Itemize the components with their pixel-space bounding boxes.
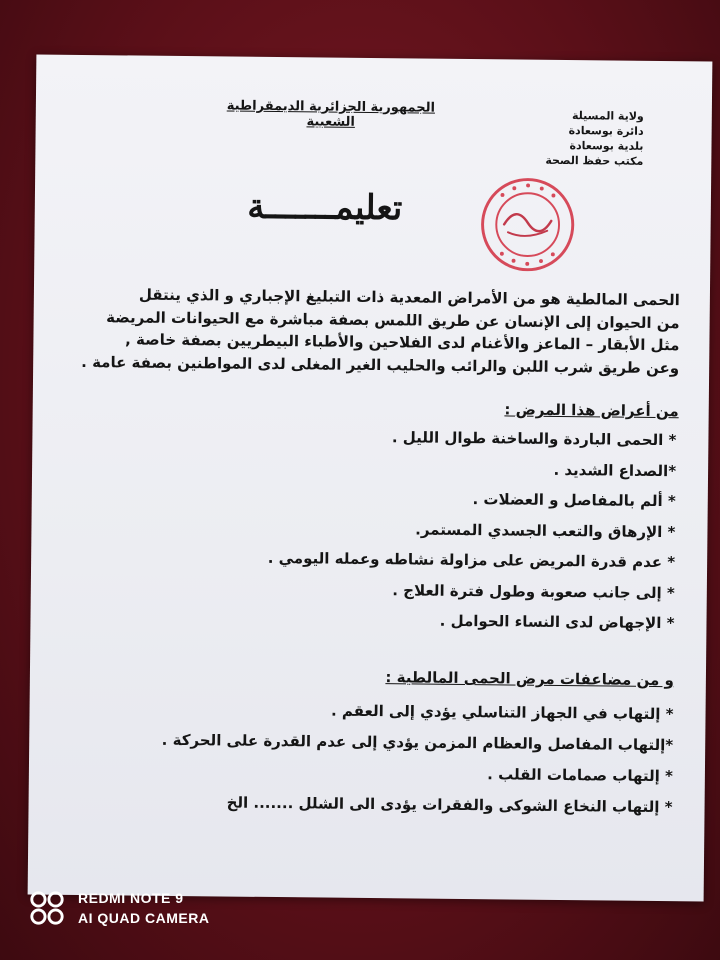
admin-line: بلدية بوسعادة bbox=[569, 139, 644, 153]
document-title: تعليمـــــــة bbox=[247, 186, 403, 229]
symptom-item: * ألم بالمفاصل و العضلات . bbox=[472, 490, 676, 511]
complications-list bbox=[72, 693, 673, 823]
symptoms-heading: من أعراض هذا المرض : bbox=[504, 400, 679, 421]
symptom-item: * عدم قدرة المريض على مزاولة نشاطه وعمله اليومي . bbox=[267, 548, 676, 572]
symptom-item: * الحمى الباردة والساخنة طوال الليل . bbox=[391, 428, 677, 450]
document bbox=[28, 54, 713, 901]
intro-line: من الحيوان إلى الإنسان عن طريق اللمس بصفة مباشرة مع الحيوانات المريضة bbox=[106, 307, 680, 332]
complication-item: *إلتهاب المفاصل والعظام المزمن يؤدي إلى عدم القدرة على الحركة . bbox=[161, 730, 674, 755]
complication-item: * إلتهاب صمامات القلب . bbox=[487, 765, 673, 786]
complication-item: * إلتهاب النخاع الشوكى والفقرات يؤدى الى الشلل ....... الخ bbox=[226, 793, 673, 817]
intro-line: وعن طريق شرب اللبن والرائب والحليب الغير المغلى لدى المواطنين بصفة عامة . bbox=[81, 352, 680, 377]
admin-line: مكتب حفظ الصحة bbox=[545, 153, 644, 168]
admin-line: دائرة بوسعادة bbox=[568, 124, 644, 138]
intro-paragraph bbox=[69, 283, 680, 379]
camera-watermark bbox=[28, 888, 209, 928]
intro-line: مثل الأبقار – الماعز والأغنام لدى الفلاحين والأطباء البيطريين بصفة خاصة , bbox=[125, 330, 680, 355]
symptom-item: * الإجهاض لدى النساء الحوامل . bbox=[439, 611, 675, 633]
admin-line: ولاية المسيلة bbox=[571, 109, 644, 123]
republic-header: الجمهورية الجزائرية الديمقراطية الشعبية bbox=[226, 98, 436, 130]
complication-item: * إلتهاب في الجهاز التناسلي يؤدي إلى العقم . bbox=[330, 701, 674, 724]
paper-sheet bbox=[28, 54, 713, 901]
watermark-device: REDMI NOTE 9 bbox=[78, 890, 184, 906]
quad-camera-icon bbox=[28, 889, 66, 927]
symptoms-list bbox=[74, 419, 676, 639]
symptom-item: * الإرهاق والتعب الجسدي المستمر. bbox=[415, 519, 676, 541]
official-stamp bbox=[478, 175, 577, 274]
watermark-camera: AI QUAD CAMERA bbox=[78, 910, 210, 926]
symptom-item: *الصداع الشديد . bbox=[553, 460, 677, 480]
complications-heading: و من مضاعفات مرض الحمى المالطية : bbox=[385, 668, 674, 690]
administration-block bbox=[493, 107, 644, 169]
symptom-item: * إلى جانب صعوبة وطول فترة العلاج . bbox=[392, 580, 675, 602]
intro-line: الحمى المالطية هو من الأمراض المعدية ذات التبليغ الإجباري و الذي ينتقل bbox=[138, 285, 680, 310]
